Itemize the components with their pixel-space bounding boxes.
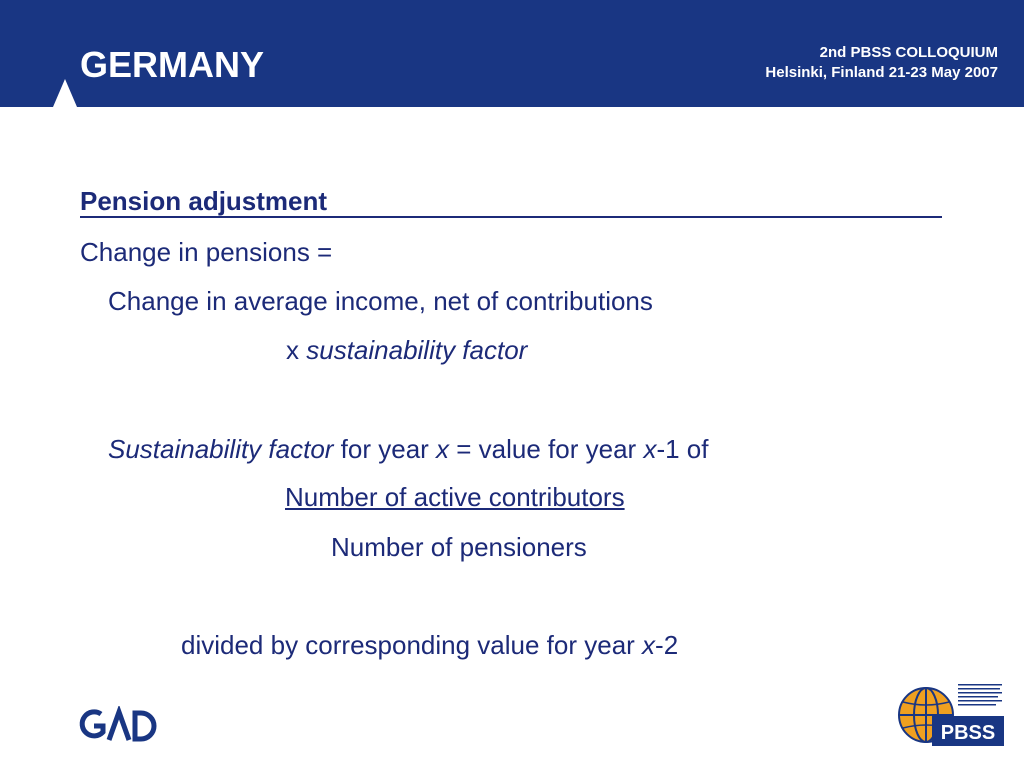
multiply-sign: x [286,335,307,365]
definition-text-2: = value for year [449,434,644,464]
definition-text-1: for year [333,434,437,464]
divisor-suffix: -2 [655,630,679,660]
variable-x-1: x [436,434,450,464]
formula-line-3 [286,335,527,366]
definition-line [108,434,708,465]
formula-line-1: Change in pensions = [80,237,333,267]
pbss-logo [896,680,1006,750]
divisor-text: divided by corresponding value for year [181,630,643,660]
header-bar [0,0,1024,107]
event-info [765,43,998,83]
sustainability-factor-term: sustainability factor [306,335,528,365]
gad-logo [79,706,159,746]
variable-x-3: x [642,630,656,660]
variable-x-2: x [643,434,657,464]
event-location-date: Helsinki, Finland 21-23 May 2007 [765,64,998,81]
definition-text-3: -1 of [656,434,709,464]
pbss-logo-text: PBSS [940,722,996,744]
event-name: 2nd PBSS COLLOQUIUM [819,44,998,61]
formula-line-2: Change in average income, net of contributions [108,286,653,316]
section-heading-text: Pension adjustment [80,186,328,216]
definition-term: Sustainability factor [108,434,334,464]
header-notch [53,79,77,107]
slide-title: GERMANY [80,44,265,85]
divisor-line [181,630,678,661]
fraction-denominator: Number of pensioners [331,532,587,562]
fraction-numerator: Number of active contributors [285,482,625,512]
section-heading [80,186,942,218]
